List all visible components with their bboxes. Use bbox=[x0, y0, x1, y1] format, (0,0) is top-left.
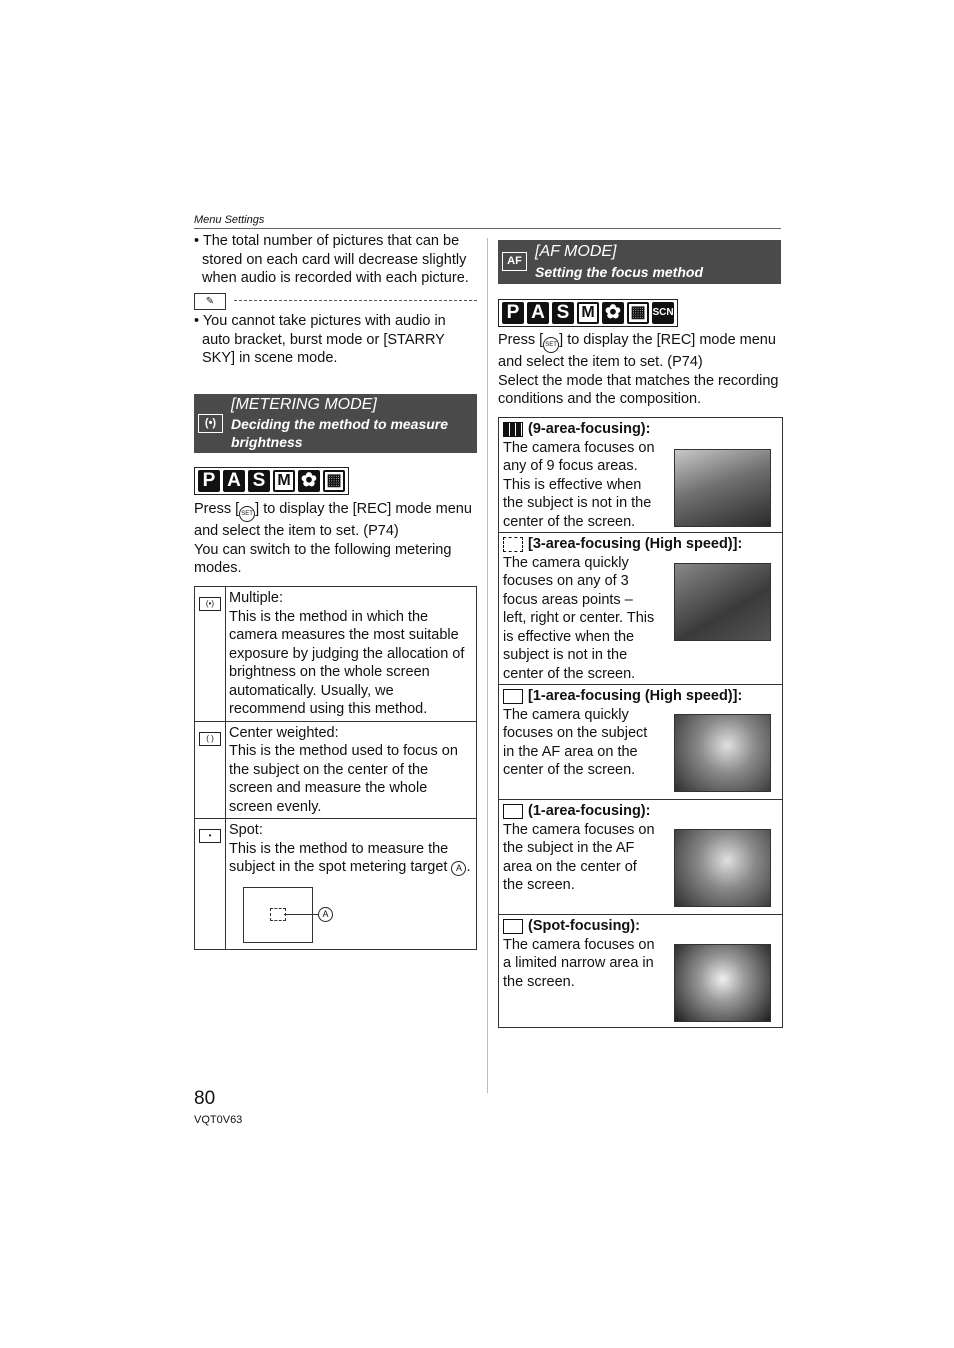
mode-m-icon: M bbox=[273, 470, 295, 492]
af-item-desc: The camera quickly focuses on the subject in the AF area on the center of the screen. bbox=[503, 706, 648, 778]
metering-icon: (•) bbox=[198, 414, 223, 433]
af-item-desc: The camera focuses on the subject in the AF area on the center of the screen. bbox=[503, 821, 655, 893]
metering-switch-text: You can switch to the following metering modes. bbox=[194, 541, 452, 576]
spot-metering-icon: • bbox=[199, 829, 221, 843]
af-mode-banner bbox=[498, 240, 781, 284]
portrait-photo bbox=[674, 829, 771, 907]
af-item-title: [3-area-focusing (High speed)]: bbox=[528, 536, 743, 552]
metering-title: [METERING MODE] bbox=[231, 396, 377, 413]
table-row bbox=[195, 721, 477, 819]
mode-a-icon: A bbox=[527, 302, 549, 324]
table-row bbox=[195, 819, 477, 950]
af-item-title: [1-area-focusing (High speed)]: bbox=[528, 688, 743, 704]
three-area-focus-icon bbox=[503, 537, 523, 552]
af-select-text: Select the mode that matches the recording conditions and the composition. bbox=[498, 372, 779, 407]
spot-target-diagram bbox=[243, 887, 329, 943]
af-item-title: (1-area-focusing): bbox=[528, 803, 651, 819]
target-a-label: A bbox=[318, 907, 333, 922]
metering-press-text: Press [ SET ] to display the [REC] mode menu and select the item to set. (P74) bbox=[194, 501, 472, 539]
af-modes-list bbox=[498, 417, 783, 1028]
metering-modes-table bbox=[194, 586, 477, 950]
macro-mode-icon: ✿ bbox=[602, 302, 624, 324]
af-icon: AF bbox=[502, 252, 527, 271]
af-press-text: Press [ SET ] to display the [REC] mode menu and select the item to set. (P74) bbox=[498, 332, 776, 370]
document-code: VQT0V63 bbox=[194, 1114, 243, 1126]
af-subtitle: Setting the focus method bbox=[535, 264, 703, 280]
table-row bbox=[195, 587, 477, 722]
center-weighted-icon: ( ) bbox=[199, 732, 221, 746]
list-item bbox=[499, 915, 782, 1027]
flower-photo bbox=[674, 944, 771, 1022]
mode-p-icon: P bbox=[198, 470, 220, 492]
section-header: Menu Settings bbox=[194, 214, 265, 226]
metering-row-name: Spot: bbox=[229, 822, 263, 838]
mode-s-icon: S bbox=[552, 302, 574, 324]
callout-line bbox=[284, 914, 318, 915]
list-item bbox=[499, 685, 782, 800]
af-title: [AF MODE] bbox=[535, 243, 617, 260]
motion-picture-mode-icon: ▦ bbox=[627, 302, 649, 324]
list-item bbox=[499, 533, 782, 685]
spot-focus-icon bbox=[503, 919, 523, 934]
menu-set-icon: SET bbox=[543, 337, 559, 353]
af-item-title: (9-area-focusing): bbox=[528, 421, 651, 437]
af-item-desc: The camera focuses on any of 9 focus areas. This is effective when the subject is not in the center of the screen. bbox=[503, 439, 655, 530]
bullet-audio-restriction: • You cannot take pictures with audio in auto bracket, burst mode or [STARRY SKY] in scene mode. bbox=[194, 313, 446, 366]
af-item-desc: The camera focuses on a limited narrow area in the screen. bbox=[503, 936, 655, 990]
note-icon: ✎ bbox=[194, 293, 226, 310]
target-a-marker: A bbox=[451, 861, 466, 876]
scene-mode-icon: SCN bbox=[652, 302, 674, 324]
note-text bbox=[194, 312, 477, 368]
motion-picture-mode-icon: ▦ bbox=[323, 470, 345, 492]
metering-row-name: Center weighted: bbox=[229, 724, 339, 741]
group-photo bbox=[674, 563, 771, 641]
metering-mode-banner bbox=[194, 394, 477, 453]
list-item bbox=[499, 418, 782, 533]
metering-row-desc: This is the method to measure the subject in the spot metering target A . bbox=[229, 840, 471, 875]
metering-subtitle: Deciding the method to measure brightness bbox=[231, 416, 449, 450]
metering-row-name: Multiple: bbox=[229, 590, 283, 606]
metering-row-desc: This is the method in which the camera measures the most suitable exposure by judging the allocation of brightness on the whole screen automatically. Usually, we recommend using this method. bbox=[229, 608, 465, 717]
page-number: 80 bbox=[194, 1088, 216, 1109]
mode-p-icon: P bbox=[502, 302, 524, 324]
list-item bbox=[499, 800, 782, 915]
mode-s-icon: S bbox=[248, 470, 270, 492]
cyclists-photo bbox=[674, 449, 771, 527]
metering-mode-icons bbox=[194, 467, 349, 495]
multiple-metering-icon: (•) bbox=[199, 597, 221, 611]
af-item-title: (Spot-focusing): bbox=[528, 918, 640, 934]
nine-area-focus-icon bbox=[503, 422, 523, 437]
one-area-high-speed-icon bbox=[503, 689, 523, 704]
menu-set-icon: SET bbox=[239, 506, 255, 522]
one-area-focus-icon bbox=[503, 804, 523, 819]
dashed-rule bbox=[234, 300, 477, 301]
af-instructions bbox=[498, 331, 781, 409]
af-mode-icons bbox=[498, 299, 678, 327]
bullet-audio-capacity: • The total number of pictures that can be stored on each card will decrease slightly when audio is recorded with each picture. bbox=[194, 233, 469, 286]
mode-a-icon: A bbox=[223, 470, 245, 492]
column-divider bbox=[487, 238, 488, 1093]
metering-instructions bbox=[194, 500, 477, 578]
portrait-photo bbox=[674, 714, 771, 792]
mode-m-icon: M bbox=[577, 302, 599, 324]
af-item-desc: The camera quickly focuses on any of 3 focus areas points – left, right or center. This is effective when the subject is not in the center of the screen. bbox=[503, 554, 655, 682]
macro-mode-icon: ✿ bbox=[298, 470, 320, 492]
note-divider bbox=[194, 293, 477, 309]
metering-row-desc: This is the method used to focus on the subject on the center of the screen and measure the whole screen evenly. bbox=[229, 743, 458, 815]
left-top-text bbox=[194, 232, 477, 288]
header-rule bbox=[194, 228, 781, 229]
